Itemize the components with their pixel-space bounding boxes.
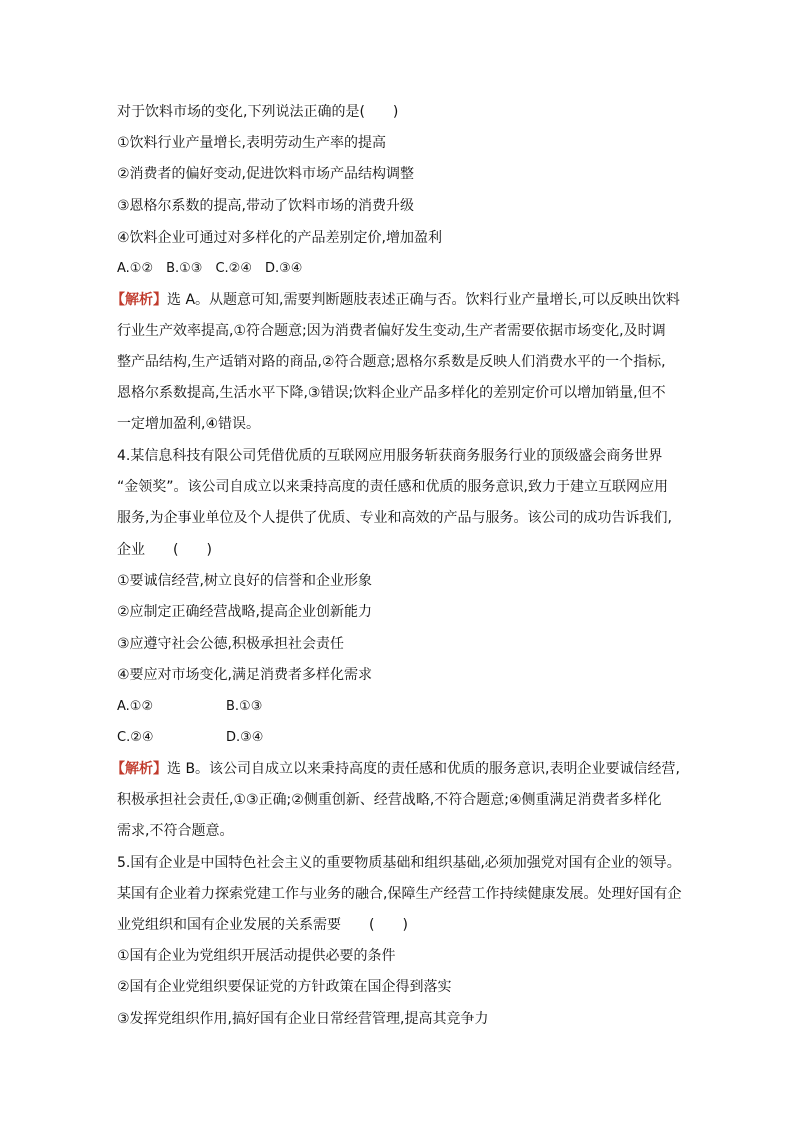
- q5-stem-line-2: 某国有企业着力探索党建工作与业务的融合,保障生产经营工作持续健康发展。处理好国有企: [117, 886, 682, 902]
- q3-option-3: ③恩格尔系数的提高,带动了饮料市场的消费升级: [117, 198, 414, 214]
- q5-option-2: ②国有企业党组织要保证党的方针政策在国企得到落实: [117, 979, 452, 995]
- q5-stem-line-3: 业党组织和国有企业发展的关系需要 ( ): [117, 917, 408, 933]
- q4-stem-line-3: 服务,为企事业单位及个人提供了优质、专业和高效的产品与服务。该公司的成功告诉我们,: [117, 510, 672, 526]
- q3-option-1: ①饮料行业产量增长,表明劳动生产率的提高: [117, 135, 386, 151]
- q4-choice-c: C.②④: [117, 730, 154, 745]
- q4-stem-line-1: 4.某信息科技有限公司凭借优质的互联网应用服务斩获商务服务行业的顶级盛会商务世界: [117, 448, 663, 464]
- q3-choices: A.①② B.①③ C.②④ D.③④: [117, 261, 303, 276]
- q3-option-4: ④饮料企业可通过对多样化的产品差别定价,增加盈利: [117, 230, 442, 246]
- q4-choice-a: A.①②: [117, 699, 154, 714]
- q4-option-4: ④要应对市场变化,满足消费者多样化需求: [117, 667, 372, 683]
- q4-stem-line-4: 企业 ( ): [117, 542, 212, 558]
- analysis-text: 选 A。从题意可知,需要判断题肢表述正确与否。饮料行业产量增长,可以反映出饮料: [167, 292, 680, 308]
- q3-stem: 对于饮料市场的变化,下列说法正确的是( ): [117, 104, 399, 120]
- q4-analysis-line-1: [111, 759, 680, 779]
- q4-analysis-line-3: 需求,不符合题意。: [117, 823, 234, 839]
- q4-choice-d: D.③④: [226, 730, 264, 745]
- q3-analysis-line-4: 恩格尔系数提高,生活水平下降,③错误;饮料企业产品多样化的差别定价可以增加销量,但不: [117, 385, 666, 401]
- q4-option-2: ②应制定正确经营战略,提高企业创新能力: [117, 604, 372, 620]
- q4-choice-b: B.①③: [226, 699, 263, 714]
- q3-analysis-line-2: 行业生产效率提高,①符合题意;因为消费者偏好发生变动,生产者需要依据市场变化,及时调: [117, 323, 666, 339]
- q3-analysis-line-1: [111, 290, 680, 310]
- q5-option-1: ①国有企业为党组织开展活动提供必要的条件: [117, 948, 396, 964]
- q4-analysis-line-2: 积极承担社会责任,①③正确;②侧重创新、经营战略,不符合题意;④侧重满足消费者多样化: [117, 792, 662, 808]
- q4-option-1: ①要诚信经营,树立良好的信誉和企业形象: [117, 573, 372, 589]
- q5-stem-line-1: 5.国有企业是中国特色社会主义的重要物质基础和组织基础,必须加强党对国有企业的领导。: [117, 855, 681, 871]
- analysis-tag: 【解析】: [111, 292, 167, 308]
- q3-option-2: ②消费者的偏好变动,促进饮料市场产品结构调整: [117, 166, 414, 182]
- analysis-tag: 【解析】: [111, 761, 167, 777]
- analysis-text: 选 B。该公司自成立以来秉持高度的责任感和优质的服务意识,表明企业要诚信经营,: [167, 761, 680, 777]
- q5-option-3: ③发挥党组织作用,搞好国有企业日常经营管理,提高其竞争力: [117, 1011, 489, 1027]
- q4-stem-line-2: “金领奖”。该公司自成立以来秉持高度的责任感和优质的服务意识,致力于建立互联网应用: [117, 479, 668, 495]
- q4-option-3: ③应遵守社会公德,积极承担社会责任: [117, 636, 345, 652]
- q3-analysis-line-5: 一定增加盈利,④错误。: [117, 416, 261, 432]
- q3-analysis-line-3: 整产品结构,生产适销对路的商品,②符合题意;恩格尔系数是反映人们消费水平的一个指标,: [117, 354, 666, 370]
